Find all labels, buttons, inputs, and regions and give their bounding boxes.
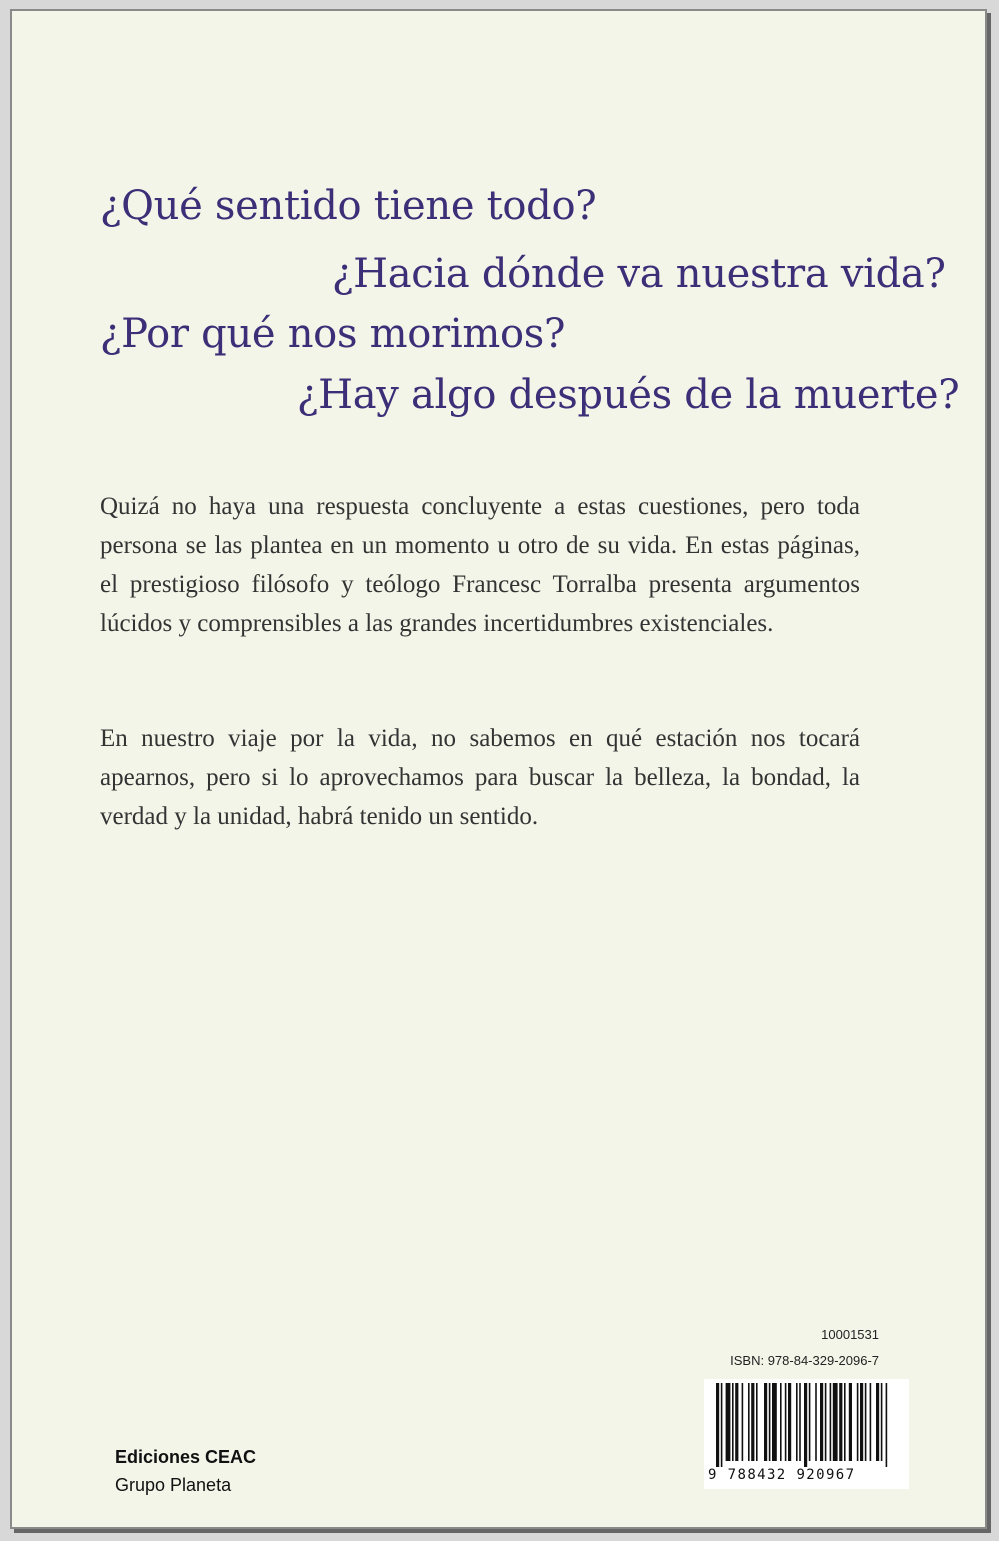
barcode-bar xyxy=(815,1383,817,1461)
barcode-bar xyxy=(860,1383,863,1461)
barcode-bar xyxy=(830,1383,832,1461)
barcode-bar xyxy=(772,1383,777,1461)
barcode-bar xyxy=(844,1383,846,1461)
isbn-label: ISBN: 978-84-329-2096-7 xyxy=(730,1353,879,1368)
barcode-bar xyxy=(785,1383,787,1461)
barcode-bar xyxy=(756,1383,758,1461)
barcode-bar xyxy=(870,1383,872,1461)
barcode-icon xyxy=(716,1383,898,1467)
barcode-bar xyxy=(788,1383,791,1461)
barcode-bar xyxy=(825,1383,827,1461)
barcode-digits: 9 788432 920967 xyxy=(708,1467,856,1483)
barcode-bar xyxy=(820,1383,823,1461)
blurb-paragraph-1: Quizá no haya una respuesta concluyente a estas cuestiones, pero toda persona se las plantea en un momento u otro de su vida. En estas páginas, el prestigioso filósofo y teólogo Francesc Torralba presenta argumentos lúcidos y comprensibles a las grandes incertidumbres existenciales. xyxy=(100,493,860,637)
barcode-bar xyxy=(721,1383,723,1467)
barcode-bar xyxy=(809,1383,811,1461)
barcode-bar xyxy=(876,1383,879,1461)
question-line-3: ¿Por qué nos morimos? xyxy=(100,311,566,357)
barcode-bar xyxy=(881,1383,883,1461)
catalog-number: 10001531 xyxy=(821,1327,879,1342)
barcode-block xyxy=(704,1379,909,1489)
barcode-bar xyxy=(742,1383,744,1461)
barcode-bar xyxy=(716,1383,719,1467)
barcode-bar xyxy=(764,1383,767,1461)
question-line-2: ¿Hacia dónde va nuestra vida? xyxy=(332,251,946,297)
barcode-bar xyxy=(886,1383,888,1467)
barcode-bar xyxy=(839,1383,842,1461)
publisher-name: Ediciones CEAC xyxy=(115,1447,257,1467)
barcode-bar xyxy=(857,1383,859,1461)
barcode-bar xyxy=(748,1383,750,1461)
barcode-bar xyxy=(796,1383,798,1461)
barcode-bar xyxy=(769,1383,771,1461)
barcode-bar xyxy=(751,1383,754,1461)
blurb-paragraph-2: En nuestro viaje por la vida, no sabemos en qué estación nos tocará apearnos, pero si lo aprovechamos para buscar la belleza, la bondad, la verdad y la unidad, habrá tenido un sentido. xyxy=(100,725,860,830)
barcode-bar xyxy=(865,1383,867,1461)
back-cover xyxy=(10,9,987,1529)
barcode-bar xyxy=(726,1383,731,1461)
barcode-bar xyxy=(799,1383,801,1461)
barcode-bar xyxy=(735,1383,738,1461)
barcode-bar xyxy=(833,1383,838,1461)
barcode-bar xyxy=(732,1383,734,1461)
question-line-4: ¿Hay algo después de la muerte? xyxy=(297,372,960,418)
barcode-bar xyxy=(780,1383,782,1461)
barcode-bar xyxy=(849,1383,852,1461)
barcode-bar xyxy=(804,1383,807,1467)
publisher-group: Grupo Planeta xyxy=(115,1475,232,1495)
question-line-1: ¿Qué sentido tiene todo? xyxy=(100,183,597,229)
